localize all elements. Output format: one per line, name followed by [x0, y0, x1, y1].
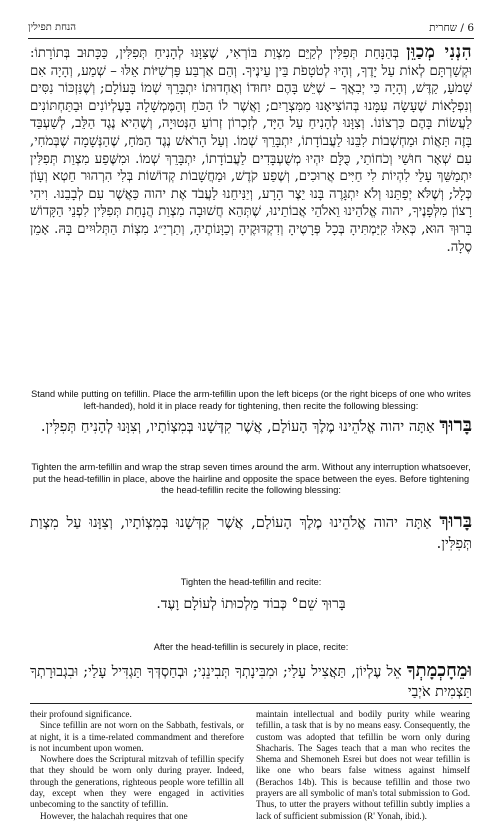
blessing-head-tefillin [30, 511, 472, 555]
closing-prayer [30, 661, 472, 702]
commentary-paragraph: Since tefillin are not worn on the Sabbath, festivals, or at night, it is a time-related commandment and therefore is not incumbent upon women. [30, 720, 244, 753]
commentary-divider [30, 703, 472, 704]
prayer-text: בְּהַנָּחַת תְּפִלִּין לְקַיֵּם מִצְוַת בּוֹרְאִי, שֶׁצִּוָּנוּ לְהָנִיחַ תְּפִלִּין, כַּכָּתוּב בְּתוֹרָתוֹ: וּקְשַׁרְתָּם לְאוֹת עַל יָדֶךָ, וְהָיוּ לְטֹטָפֹת בֵּין עֵינֶיךָ. וְהֵם אַרְבַּע פַּרְשִׁיּוֹת אֵלּוּ – שְׁמַע, וְהָיָה אִם שָׁמֹעַ, קַדֶּשׁ, וְהָיָה כִּי יְבִאֲךָ – שֶׁיֵּשׁ בָּהֶם יִחוּדוֹ וְאַחְדוּתוֹ יִתְבָּרֵךְ שְׁמוֹ בָּעוֹלָם; וְשֶׁנִּזְכּוֹר נִסִּים וְנִפְלָאוֹת שֶׁעָשָׂה עִמָּנוּ בְּהוֹצִיאָנוּ מִמִּצְרַיִם; וַאֲשֶׁר לוֹ הַכֹּחַ וְהַמֶּמְשָׁלָה בָּעֶלְיוֹנִים וּבַתַּחְתּוֹנִים לַעֲשׂוֹת בָּהֶם כִּרְצוֹנוֹ. וְצִוָּנוּ לְהָנִיחַ עַל הַיָּד, לְזִכְרוֹן זְרוֹעַ הַנְּטוּיָה, וְשֶׁהִיא נֶגֶד הַלֵּב, לְשַׁעְבֵּד בָּזֶה תַּאֲוֹת וּמַחְשְׁבוֹת לִבֵּנוּ לַעֲבוֹדָתוֹ, יִתְבָּרֵךְ שְׁמוֹ. וְעַל הָרֹאשׁ נֶגֶד הַמֹּחַ, שֶׁהַנְּשָׁמָה שֶׁבְּמֹחִי, עִם שְׁאָר חוּשַׁי וְכֹחוֹתַי, כֻּלָּם יִהְיוּ מְשֻׁעְבָּדִים לַעֲבוֹדָתוֹ, יִתְבָּרֵךְ שְׁמוֹ. וּמִשֶּׁפַע מִצְוַת תְּפִלִּין יִתְמַשֵּׁךְ עָלַי לִהְיוֹת לִי חַיִּים אֲרוּכִים, וְשֶׁפַע קֹדֶשׁ, וּמַחֲשָׁבוֹת קְדוֹשׁוֹת בְּלִי הִרְהוּר חֵטְא וְעָוֹן כְּלָל; וְשֶׁלֹּא יְפַתֵּנוּ וְלֹא יִתְגָּרֶה בָּנוּ יֵצֶר הָרָע, וְיַנִּיחֵנוּ לַעֲבֹד אֶת יהוה כַּאֲשֶׁר עִם לְבָבֵנוּ. וִיהִי רָצוֹן מִלְּפָנֶיךָ, יהוה אֱלֹהֵינוּ וֵאלֹהֵי אֲבוֹתֵינוּ, שֶׁתְּהֵא חֲשׁוּבָה מִצְוַת הֲנָחַת תְּפִלִּין לִפְנֵי הַקָּדוֹשׁ בָּרוּךְ הוּא, כְּאִלּוּ קִיַּמְתִּיהָ בְּכָל פְּרָטֶיהָ וְדִקְדּוּקֶיהָ וְכַוָּנוֹתֶיהָ, וְתַרְיַ״ג מִצְוֹת הַתְּלוּיִים בָּהּ. אָמֵן סֶלָה. [30, 46, 472, 255]
instruction-after: After the head-tefillin is securely in place, recite: [153, 642, 349, 652]
closing-first-word: וּמֵחָכְמָתְךָ [406, 660, 473, 681]
intention-prayer [30, 44, 472, 256]
commentary-paragraph: their profound significance. [30, 709, 132, 719]
instruction-arm-tefillin: Stand while putting on tefillin. Place the arm-tefillin upon the left biceps (or the right biceps of one who writes left-handed), hold it in place ready for tightening, then recite the following blessing: [31, 389, 471, 411]
blessing-text: אַתָּה יהוה אֱלֹהֵינוּ מֶלֶךְ הָעוֹלָם, אֲשֶׁר קִדְּשָׁנוּ בְּמִצְוֹתָיו, וְצִוָּנוּ עַל מִצְוַת תְּפִלִּין. [30, 515, 472, 552]
blessing-text: אַתָּה יהוה אֱלֹהֵינוּ מֶלֶךְ הָעוֹלָם, אֲשֶׁר קִדְּשָׁנוּ בְּמִצְוֹתָיו, וְצִוָּנוּ לְהָנִיחַ תְּפִלִּין. [40, 419, 435, 435]
blessing-first-word: בָּרוּךְ [439, 510, 473, 532]
blessing-arm-tefillin [30, 415, 472, 438]
section-title: הנחת תפילין [28, 22, 77, 33]
commentary-paragraph: maintain intellectual and bodily purity while wearing tefillin, a task that is by no means easy. Consequently, the custom was adopted that tefillin be worn only during Shacharis. The Sages teach that a man who recites the Shema and Shemoneh Esrei but does not wear tefillin is like one who bears false witness against himself (Berachos 14b). This is because tefillin and those two prayers are all symbolic of man's total submission to God. Thus, to utter the prayers without tefillin subtly implies a lack of sufficient submission (R' Yonah, ibid.). [256, 709, 470, 821]
prayer-opening: הִנְנִי מְכַוֵּן [406, 42, 472, 62]
blessing-first-word: בָּרוּךְ [439, 414, 472, 436]
closing-text: אֵל עֶלְיוֹן, תַּאֲצִיל עָלַי; וּמִבִּינָתְךָ תְּבִינֵנִי; וּבְחַסְדְּךָ תַּגְדִּיל עָלַי; וּבִגְבוּרָתְךָ תַּצְמִית אֹיְבַי [30, 664, 472, 700]
baruch-shem: בָּרוּךְ שֵׁם° כְּבוֹד מַלְכוּתוֹ לְעוֹלָם וָעֶד. [156, 596, 346, 612]
instruction-tighten: Tighten the head-tefillin and recite: [180, 577, 322, 587]
page-header [28, 22, 474, 39]
page-number-label: 6 / שחרית [429, 22, 474, 34]
instruction-head-tefillin: Tighten the arm-tefillin and wrap the strap seven times around the arm. Without any interruption whatsoever, put the head-tefillin in place, above the hairline and opposite the space between the eyes. Before tightening the head-tefillin recite the following blessing: [31, 462, 471, 496]
commentary-column-right [256, 709, 470, 822]
commentary-paragraph: Nowhere does the Scriptural mitzvah of tefillin specify that they should be worn only during prayer. Indeed, through the generations, righteous people wore tefillin all day, except when they were engaged in activities unbecoming to the sanctity of tefillin. [30, 754, 244, 810]
commentary-column-left [30, 709, 244, 822]
commentary-paragraph: However, the halachah requires that one [40, 810, 188, 821]
